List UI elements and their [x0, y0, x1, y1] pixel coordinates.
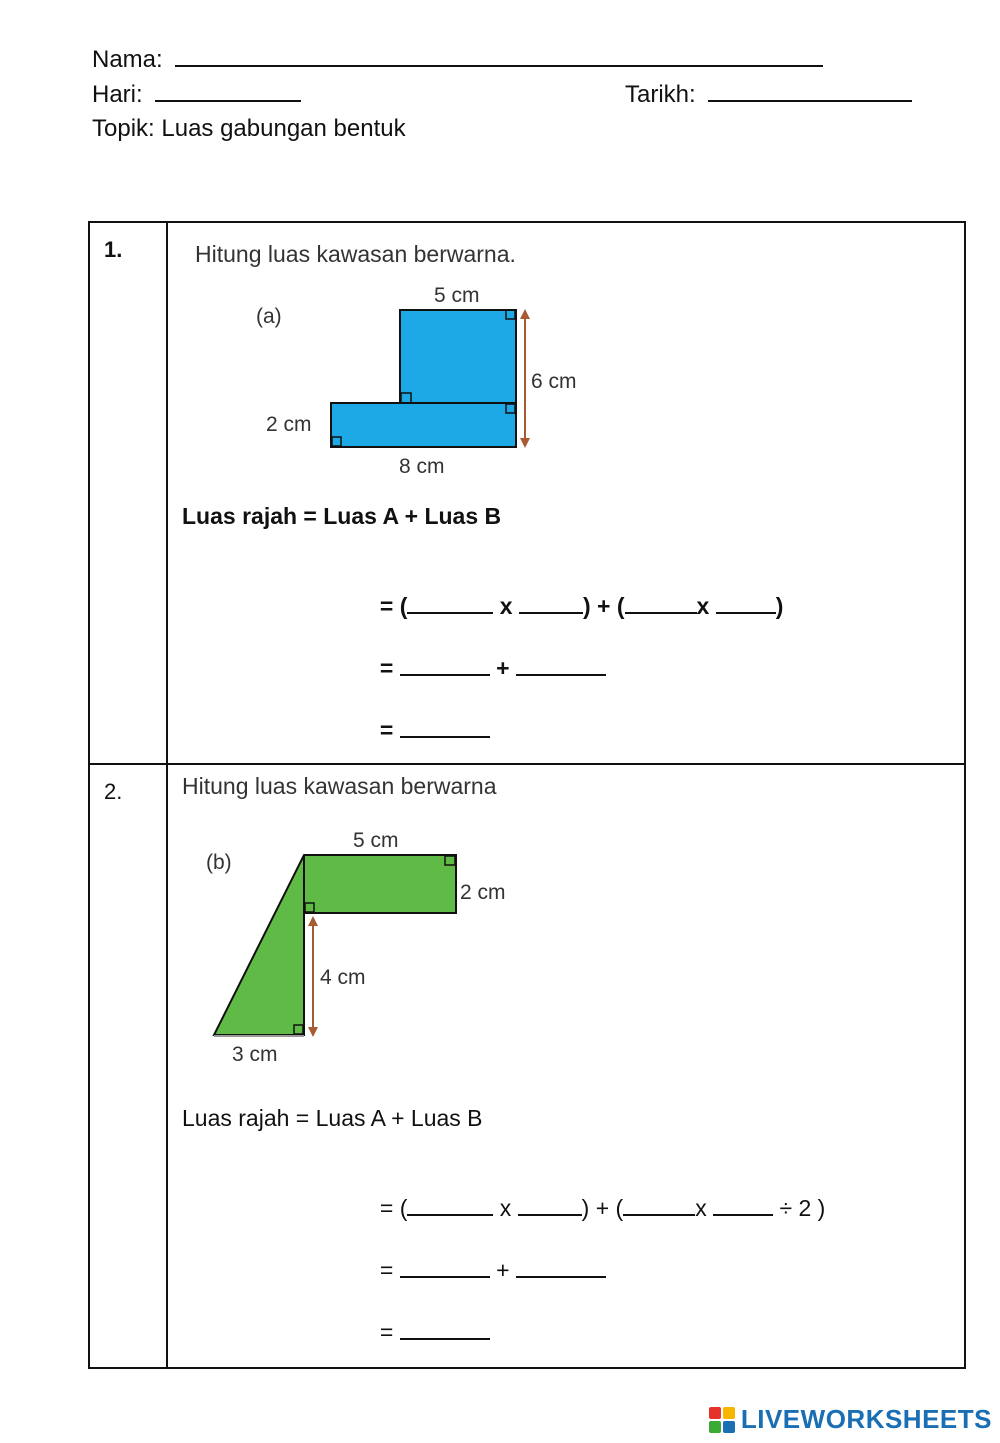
question-number-cell: [89, 222, 167, 764]
top-width-label: 5 cm: [434, 284, 480, 307]
answer-blank[interactable]: [516, 654, 606, 676]
question-number: 2.: [104, 779, 123, 804]
shape-b-fill: [214, 855, 456, 1035]
arrow-height-label: 4 cm: [320, 966, 366, 989]
eq-open: = (: [379, 593, 408, 619]
bottom-width-label: 3 cm: [232, 1043, 278, 1066]
logo-icon: [709, 1407, 735, 1433]
plus-sign: +: [496, 1257, 510, 1283]
hari-label: Hari:: [92, 81, 143, 108]
equation-line-4: [316, 1291, 490, 1373]
arrow-head-down: [520, 438, 530, 448]
question-title: Hitung luas kawasan berwarna.: [195, 241, 516, 267]
left-height-label: 2 cm: [266, 413, 312, 436]
tarikh-input[interactable]: [708, 78, 912, 102]
brand-text: LIVEWORKSHEETS: [740, 1404, 992, 1434]
question-title: Hitung luas kawasan berwarna: [182, 773, 497, 799]
day-line: [92, 78, 301, 110]
figure-label: (b): [206, 851, 232, 874]
eq-equals: =: [379, 1319, 394, 1345]
figure-a: [208, 275, 628, 478]
question-row-2: [89, 764, 965, 1368]
times-sign: x: [499, 593, 513, 619]
arrow-head-up: [520, 309, 530, 319]
question-number: 1.: [104, 237, 123, 262]
question-number-cell: [89, 764, 167, 1368]
eq-open: = (: [379, 1195, 408, 1221]
eq-equals: =: [379, 655, 394, 681]
topik-label: Topik:: [92, 115, 155, 142]
figure-label: (a): [256, 305, 282, 328]
answer-blank[interactable]: [400, 654, 490, 676]
answer-blank[interactable]: [407, 1194, 493, 1216]
equation-line-4: [316, 689, 490, 771]
worksheet-table: [88, 221, 966, 1369]
eq-mid: ) + (: [581, 1195, 624, 1221]
question-body-cell: [167, 222, 965, 764]
arrow-head-down: [308, 1027, 318, 1037]
answer-blank[interactable]: [519, 592, 583, 614]
eq-mid: ) + (: [582, 593, 625, 619]
answer-blank[interactable]: [516, 1256, 606, 1278]
equation-line-1: Luas rajah = Luas A + Luas B: [182, 1105, 483, 1131]
answer-blank[interactable]: [400, 716, 490, 738]
topik-value: Luas gabungan bentuk: [161, 115, 406, 142]
times-sign: x: [696, 593, 710, 619]
answer-blank[interactable]: [623, 1194, 695, 1216]
answer-blank[interactable]: [400, 1256, 490, 1278]
answer-blank[interactable]: [716, 592, 776, 614]
name-line: [92, 43, 823, 75]
answer-blank[interactable]: [713, 1194, 773, 1216]
date-line: [625, 78, 912, 110]
equation-line-1: Luas rajah = Luas A + Luas B: [182, 503, 502, 529]
eq-equals: =: [379, 1257, 394, 1283]
topic-line: [92, 114, 406, 144]
answer-blank[interactable]: [625, 592, 697, 614]
hari-input[interactable]: [155, 78, 301, 102]
bottom-width-label: 8 cm: [399, 455, 445, 478]
top-width-label: 5 cm: [353, 829, 399, 852]
times-sign: x: [695, 1195, 707, 1221]
arrow-head-up: [308, 916, 318, 926]
question-row-1: [89, 222, 965, 764]
nama-label: Nama:: [92, 46, 163, 73]
times-sign: x: [499, 1195, 512, 1221]
eq-equals: =: [379, 717, 394, 743]
tarikh-label: Tarikh:: [625, 81, 696, 108]
height-label: 6 cm: [531, 370, 577, 393]
question-body-cell: [167, 764, 965, 1368]
eq-close: ÷ 2 ): [779, 1195, 826, 1221]
eq-close: ): [775, 593, 784, 619]
liveworksheets-logo[interactable]: [709, 1404, 992, 1435]
shape-a-fill: [331, 310, 516, 447]
answer-blank[interactable]: [400, 1318, 490, 1340]
nama-input[interactable]: [175, 43, 823, 67]
right-height-label: 2 cm: [460, 881, 506, 904]
answer-blank[interactable]: [407, 592, 493, 614]
figure-b: [198, 821, 598, 1066]
plus-sign: +: [496, 655, 510, 681]
answer-blank[interactable]: [518, 1194, 582, 1216]
